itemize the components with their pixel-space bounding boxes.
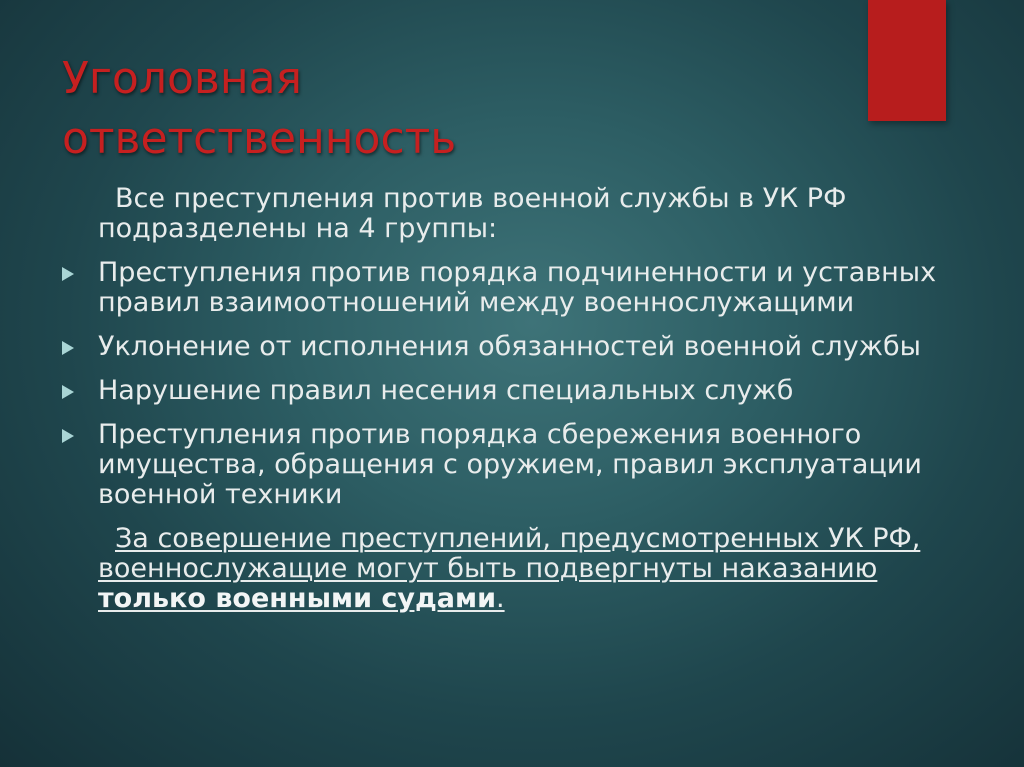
title-line-1: Уголовная xyxy=(62,53,303,104)
bullet-item xyxy=(62,332,962,362)
triangle-right-icon xyxy=(62,341,74,355)
closing-period: . xyxy=(496,583,505,614)
slide-title xyxy=(62,49,456,169)
triangle-right-icon xyxy=(62,267,74,281)
bullet-item xyxy=(62,420,962,510)
title-line-2: ответственность xyxy=(62,113,457,164)
bullet-text: Уклонение от исполнения обязанностей военной службы xyxy=(98,331,921,362)
closing-text: За совершение преступлений, предусмотренных УК РФ, военнослужащие могут быть подвергнуты наказанию xyxy=(98,523,921,584)
triangle-right-icon xyxy=(62,429,74,443)
triangle-right-icon xyxy=(62,385,74,399)
bullet-text: Преступления против порядка подчиненности и уставных правил взаимоотношений между военнослужащими xyxy=(98,257,937,318)
bullet-text: Преступления против порядка сбережения военного имущества, обращения с оружием, правил эксплуатации военной техники xyxy=(98,419,922,510)
slide-body xyxy=(62,184,962,614)
closing-paragraph xyxy=(62,524,962,614)
bullet-item xyxy=(62,258,962,318)
accent-block xyxy=(868,0,946,121)
intro-paragraph: Все преступления против военной службы в УК РФ подразделены на 4 группы: xyxy=(98,183,847,244)
closing-emphasis: только военными судами xyxy=(98,583,496,614)
bullet-text: Нарушение правил несения специальных служб xyxy=(98,375,794,406)
bullet-item xyxy=(62,376,962,406)
bullet-list xyxy=(62,258,962,510)
